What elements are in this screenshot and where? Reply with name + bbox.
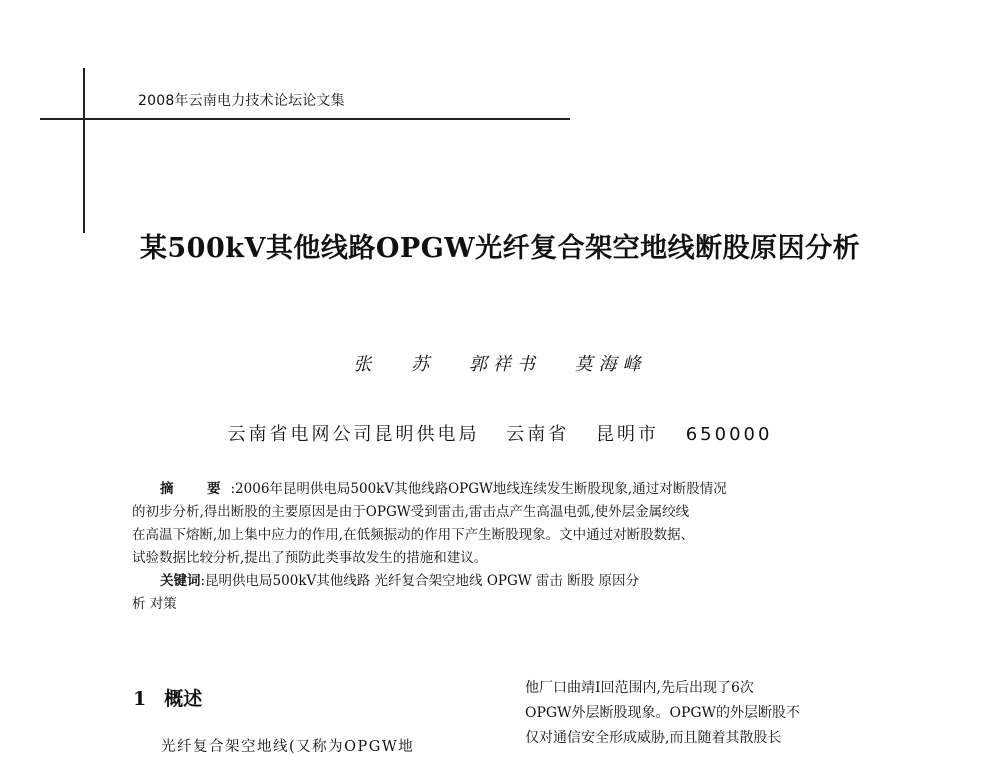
abstract-line: 在高温下熔断,加上集中应力的作用,在低频振动的作用下产生断股现象。文中通过对断股数据、 [132, 527, 695, 543]
abstract-line: 试验数据比较分析,提出了预防此类事故发生的措施和建议。 [132, 550, 488, 566]
keywords-line: 析 对策 [132, 596, 177, 612]
paragraph-line: 仅对通信安全形成威胁,而且随着其散股长 [525, 730, 782, 746]
keywords-line [132, 570, 884, 593]
paragraph-line: OPGW外层断股现象。OPGW的外层断股不 [525, 705, 800, 721]
paper-title: 某500kV其他线路OPGW光纤复合架空地线断股原因分析 [139, 233, 861, 264]
keywords-text: :昆明供电局500kV其他线路 光纤复合架空地线 OPGW 雷击 断股 原因分 [200, 573, 640, 589]
affiliation: 云南省电网公司昆明供电局 云南省 昆明市 650000 [227, 424, 773, 445]
keywords-label: 关键词 [160, 573, 201, 589]
author-list: 张 苏 郭祥书 莫海峰 [353, 354, 647, 375]
header-vertical-rule [83, 68, 85, 233]
section-title: 概述 [164, 688, 203, 710]
paragraph-line: 光纤复合架空地线(又称为OPGW地 [161, 739, 415, 755]
abstract [132, 478, 884, 616]
abstract-line: 的初步分析,得出断股的主要原因是由于OPGW受到雷击,雷击点产生高温电弧,使外层金属绞线 [132, 504, 690, 520]
section-number: 1 [133, 688, 147, 710]
section-heading [133, 684, 202, 711]
abstract-line [132, 478, 884, 501]
abstract-text: :2006年昆明供电局500kV其他线路OPGW地线连续发生断股现象,通过对断股情况 [230, 481, 727, 497]
header-horizontal-rule [40, 118, 570, 120]
abstract-label: 摘 要 [160, 481, 231, 497]
right-column-text [525, 676, 875, 751]
left-column-text [133, 735, 493, 759]
paragraph-line: 他厂口曲靖Ⅰ回范围内,先后出现了6次 [525, 680, 754, 696]
running-header: 2008年云南电力技术论坛论文集 [138, 93, 345, 109]
